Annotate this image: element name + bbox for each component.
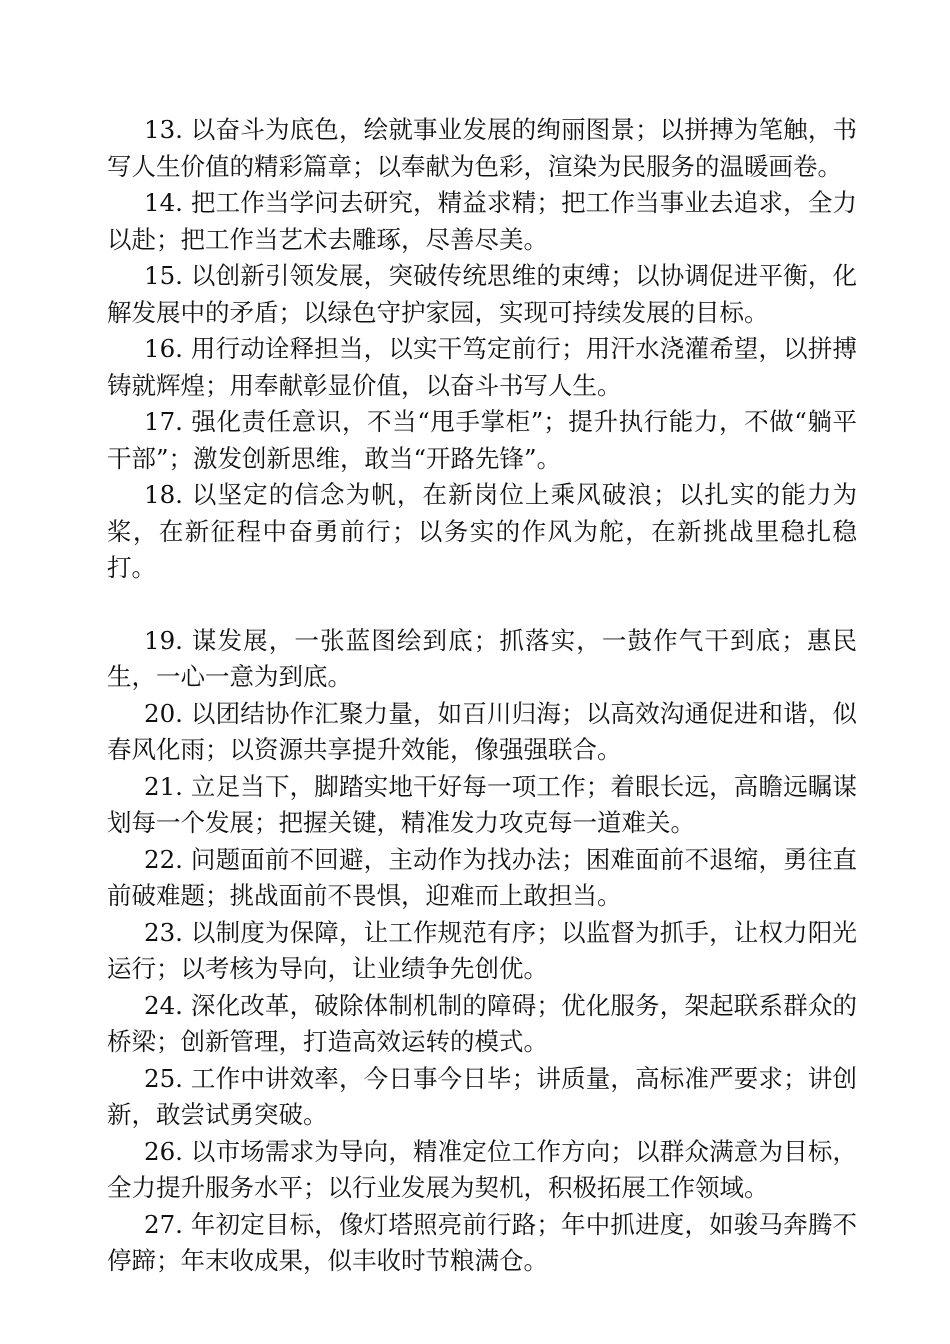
paragraph-27: 27. 年初定目标，像灯塔照亮前行路；年中抓进度，如骏马奔腾不停蹄；年末收成果，似丰收时节粮满仓。 xyxy=(107,1209,857,1275)
paragraph-16: 16. 用行动诠释担当，以实干笃定前行；用汗水浇灌希望，以拼搏铸就辉煌；用奉献彰显价值，以奋斗书写人生。 xyxy=(107,334,857,400)
paragraph-23: 23. 以制度为保障，让工作规范有序；以监督为抓手，让权力阳光运行；以考核为导向，让业绩争先创优。 xyxy=(107,917,857,983)
document-body xyxy=(107,112,857,1280)
paragraph-24: 24. 深化改革，破除体制机制的障碍；优化服务，架起联系群众的桥梁；创新管理，打造高效运转的模式。 xyxy=(107,990,857,1056)
paragraph-20: 20. 以团结协作汇聚力量，如百川归海；以高效沟通促进和谐，似春风化雨；以资源共享提升效能，像强强联合。 xyxy=(107,698,857,764)
paragraph-13: 13. 以奋斗为底色，绘就事业发展的绚丽图景；以拼搏为笔触，书写人生价值的精彩篇章；以奉献为色彩，渲染为民服务的温暖画卷。 xyxy=(107,115,857,181)
paragraph-14: 14. 把工作当学问去研究，精益求精；把工作当事业去追求，全力以赴；把工作当艺术去雕琢，尽善尽美。 xyxy=(107,188,857,254)
paragraph-15: 15. 以创新引领发展，突破传统思维的束缚；以协调促进平衡，化解发展中的矛盾；以绿色守护家园，实现可持续发展的目标。 xyxy=(107,261,857,327)
paragraph-19: 19. 谋发展，一张蓝图绘到底；抓落实，一鼓作气干到底；惠民生，一心一意为到底。 xyxy=(107,625,857,691)
paragraph-25: 25. 工作中讲效率，今日事今日毕；讲质量，高标准严要求；讲创新，敢尝试勇突破。 xyxy=(107,1063,857,1129)
paragraph-22: 22. 问题面前不回避，主动作为找办法；困难面前不退缩，勇往直前破难题；挑战面前不畏惧，迎难而上敢担当。 xyxy=(107,844,857,910)
paragraph-26: 26. 以市场需求为导向，精准定位工作方向；以群众满意为目标，全力提升服务水平；以行业发展为契机，积极拓展工作领域。 xyxy=(107,1136,857,1202)
paragraph-18: 18. 以坚定的信念为帆，在新岗位上乘风破浪；以扎实的能力为桨，在新征程中奋勇前行；以务实的作风为舵，在新挑战里稳扎稳打。 xyxy=(107,480,857,582)
paragraph-21: 21. 立足当下，脚踏实地干好每一项工作；着眼长远，高瞻远瞩谋划每一个发展；把握关键，精准发力攻克每一道难关。 xyxy=(107,771,857,837)
paragraph-17: 17. 强化责任意识，不当“甩手掌柜”；提升执行能力，不做“躺平干部”；激发创新思维，敢当“开路先锋”。 xyxy=(107,407,857,473)
